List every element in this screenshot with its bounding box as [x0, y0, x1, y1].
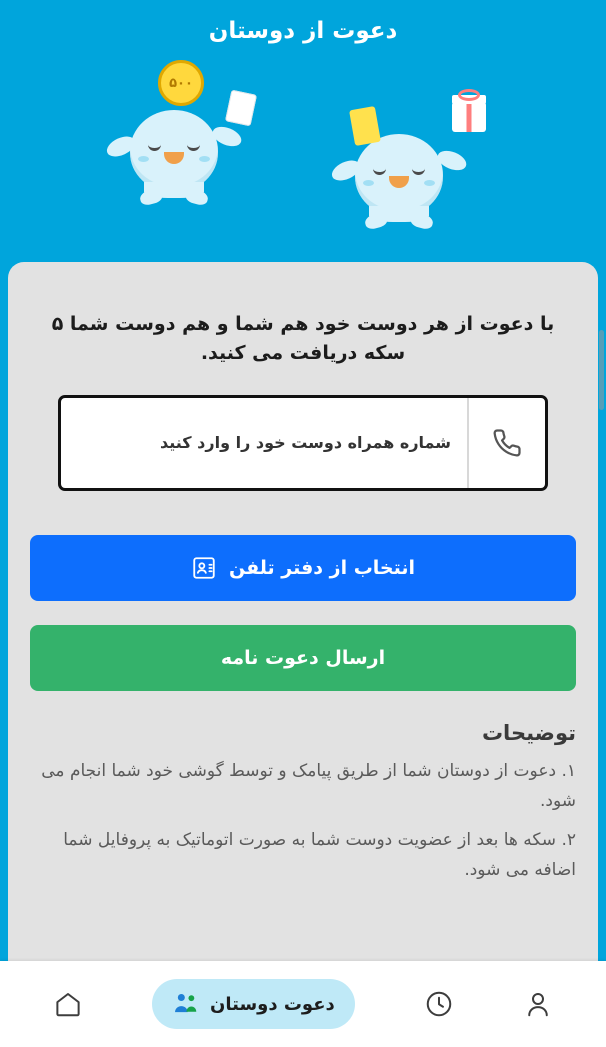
- nav-item-invite-friends[interactable]: [152, 979, 355, 1029]
- nav-invite-label: دعوت دوستان: [209, 993, 335, 1015]
- send-button-label: ارسال دعوت نامه: [220, 646, 386, 669]
- nav-item-home[interactable]: [53, 989, 83, 1019]
- app-header: [0, 0, 606, 62]
- page-title: دعوت از دوستان: [208, 18, 398, 44]
- description-item-1: ۱. دعوت از دوستان شما از طریق پیامک و توسط گوشی خود شما انجام می شود.: [41, 760, 576, 811]
- mascot-leg-right-2: [410, 212, 435, 231]
- bottom-navigation: [0, 961, 606, 1047]
- mascot-character-right: [355, 134, 443, 216]
- mascot-cheek-right-2: [424, 180, 435, 186]
- description-title: توضیحات: [481, 720, 576, 745]
- mascot-arm-left: [104, 132, 138, 160]
- mascot-cheek-left: [138, 156, 149, 162]
- mascot-arm-left-2: [329, 156, 363, 184]
- contact-card-icon: [191, 555, 217, 581]
- gift-bow-icon: [458, 89, 480, 101]
- yellow-card-icon: [349, 106, 381, 146]
- mascot-leg-left: [139, 188, 164, 207]
- mascot-cheek-left-2: [363, 180, 374, 186]
- mascot-eye-right-2: [412, 168, 425, 175]
- user-icon: [523, 989, 553, 1019]
- description-item-2: ۲. سکه ها بعد از عضویت دوست شما به صورت اتوماتیک به پروفایل شما اضافه می شود.: [63, 830, 576, 881]
- hero-illustration: [0, 62, 606, 260]
- gift-box-icon: [452, 102, 486, 132]
- mascot-leg-left-2: [364, 212, 389, 231]
- phone-icon: [467, 398, 545, 488]
- coin-icon: [158, 60, 204, 106]
- mascot-leg-right: [185, 188, 210, 207]
- mascot-eye-left: [148, 144, 161, 151]
- home-icon: [53, 989, 83, 1019]
- nav-item-profile[interactable]: [523, 989, 553, 1019]
- scrollbar-thumb[interactable]: [599, 330, 604, 410]
- contacts-button-label: انتخاب از دفتر تلفن: [228, 556, 416, 579]
- mascot-arm-right: [210, 123, 244, 150]
- invite-card: [8, 262, 598, 961]
- coin-label: ۵۰۰: [169, 75, 193, 91]
- phone-number-input[interactable]: [61, 398, 467, 488]
- envelope-icon: [225, 90, 257, 127]
- phone-number-field[interactable]: [58, 395, 548, 491]
- promo-text: با دعوت از هر دوست خود هم شما و هم دوست شما ۵ سکه دریافت می کنید.: [51, 313, 555, 365]
- mascot-arm-right-2: [435, 147, 469, 174]
- mascot-mouth-2: [389, 176, 409, 188]
- nav-item-history[interactable]: [424, 989, 454, 1019]
- choose-from-contacts-button[interactable]: [30, 535, 576, 601]
- people-icon: [172, 990, 200, 1018]
- send-invitation-button[interactable]: [30, 625, 576, 691]
- mascot-character-left: [130, 110, 218, 192]
- mascot-eye-right: [187, 144, 200, 151]
- clock-icon: [424, 989, 454, 1019]
- mascot-mouth: [164, 152, 184, 164]
- mascot-eye-left-2: [373, 168, 386, 175]
- mascot-cheek-right: [199, 156, 210, 162]
